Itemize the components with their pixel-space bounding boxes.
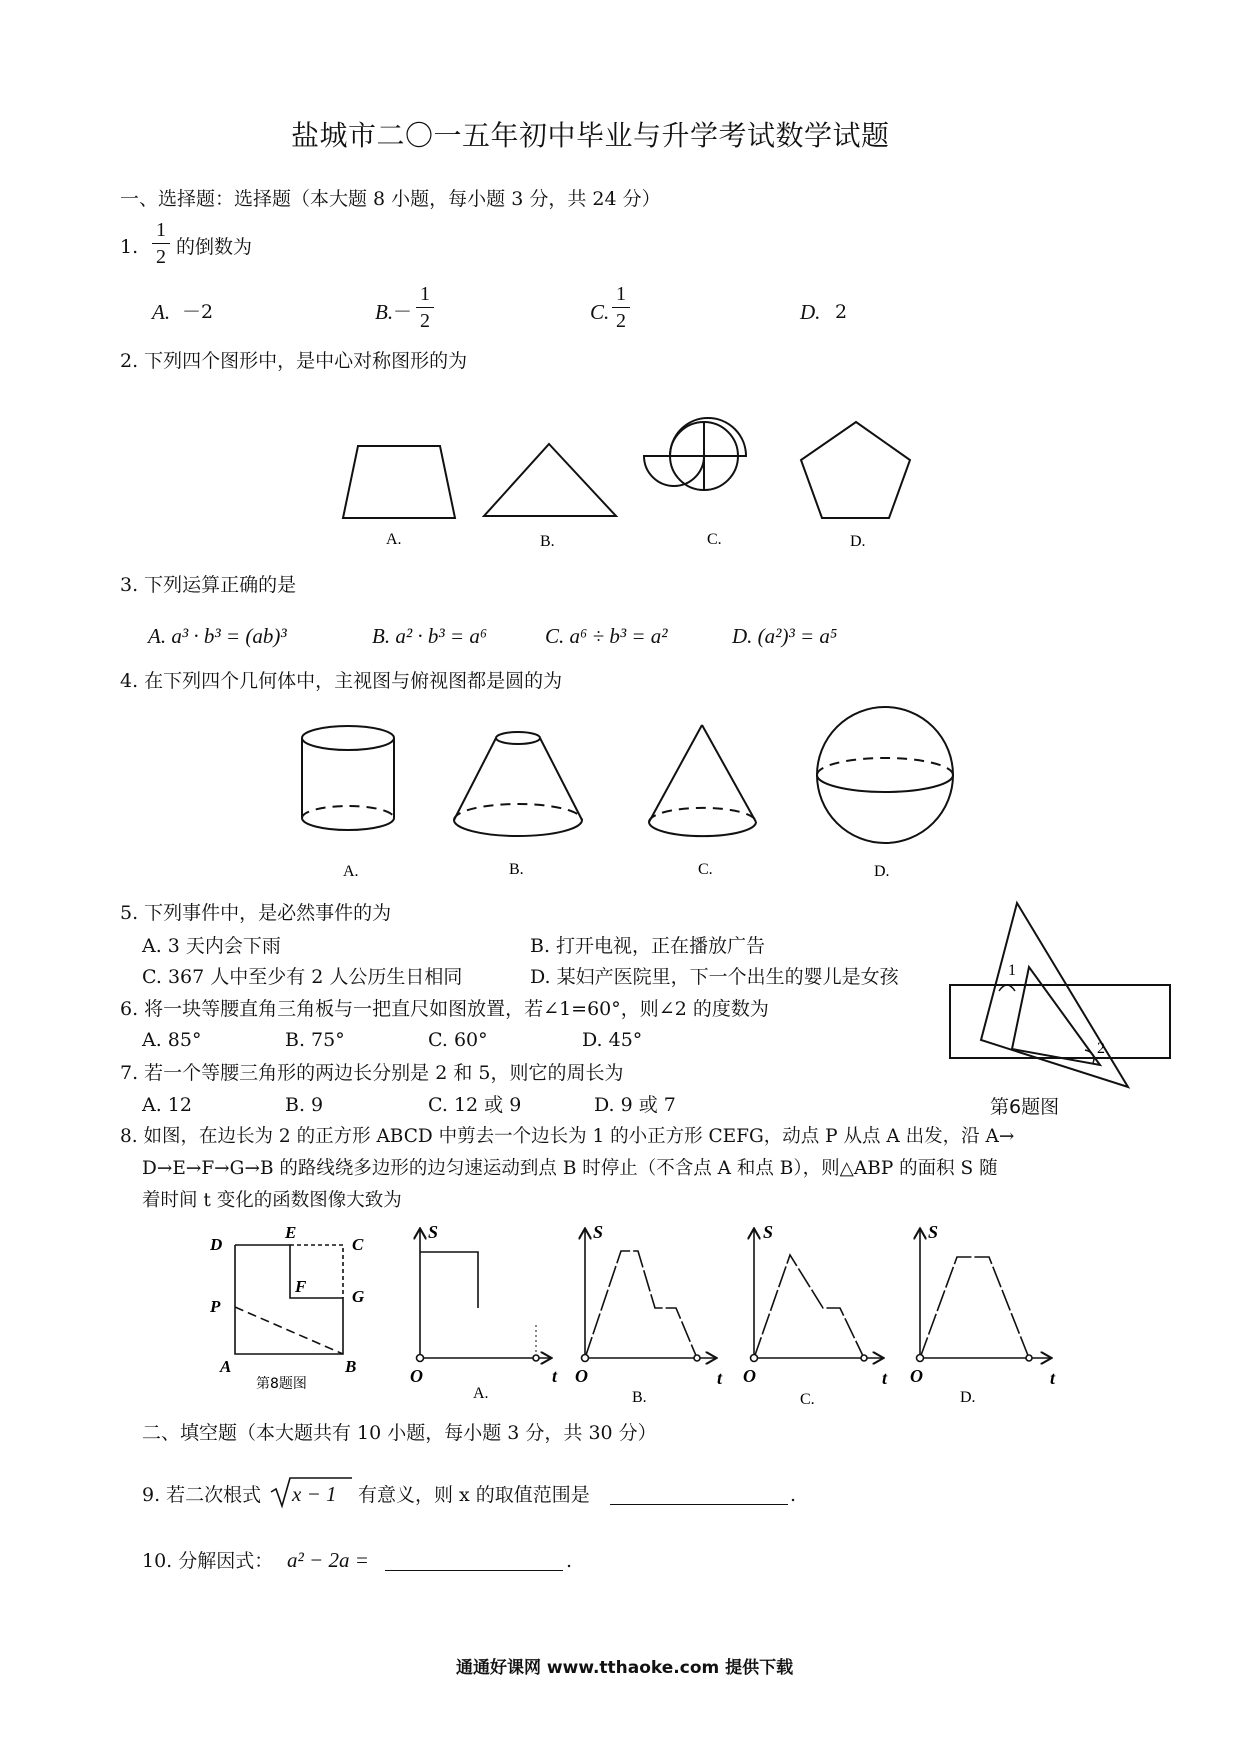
graph-c-s-label: S	[763, 1222, 774, 1242]
q5-option-d: D. 某妇产医院里，下一个出生的婴儿是女孩	[530, 966, 899, 988]
q10-answer-blank[interactable]	[385, 1570, 563, 1571]
graph-a-label: A.	[473, 1385, 489, 1402]
q3-stem: 3. 下列运算正确的是	[120, 574, 297, 596]
q1-number: 1.	[120, 236, 139, 258]
q4-label-d: D.	[874, 863, 890, 880]
q8-stem-line3: 着时间 t 变化的函数图像大致为	[142, 1190, 402, 1211]
q1-fraction-denominator: 2	[156, 246, 166, 268]
graph-d-t-label: t	[1050, 1368, 1056, 1388]
cone-figure	[649, 725, 756, 836]
q5-option-a: A. 3 天内会下雨	[142, 935, 281, 957]
q2-stem: 2. 下列四个图形中，是中心对称图形的为	[120, 350, 468, 372]
triangle-plate-outer	[981, 903, 1128, 1087]
q5-stem: 5. 下列事件中，是必然事件的为	[120, 902, 392, 924]
graph-b-t-label: t	[717, 1368, 723, 1388]
q7-option-b: B. 9	[285, 1094, 324, 1116]
point-e-label: E	[285, 1223, 297, 1242]
graph-a-s-label: S	[428, 1222, 439, 1242]
q1-option-b-denominator: 2	[420, 310, 430, 332]
q10-expression: a² − 2a =	[287, 1548, 369, 1572]
q6-option-a: A. 85°	[142, 1029, 202, 1051]
cylinder-figure	[302, 726, 394, 830]
q1-option-a-label: A.	[152, 300, 171, 324]
q4-figures	[0, 700, 1240, 880]
q7-stem: 7. 若一个等腰三角形的两边长分别是 2 和 5，则它的周长为	[120, 1062, 624, 1084]
point-p-label: P	[210, 1297, 221, 1316]
pentagon-figure	[801, 422, 910, 518]
point-c-label: C	[352, 1235, 364, 1254]
graph-d	[917, 1230, 1051, 1362]
q8-figures	[0, 1220, 1240, 1410]
graph-d-origin: O	[910, 1366, 923, 1386]
q4-label-b: B.	[509, 861, 524, 878]
section2-header: 二、填空题（本大题共有 10 小题，每小题 3 分，共 30 分）	[142, 1422, 657, 1444]
point-d-label: D	[210, 1235, 223, 1254]
q3-option-d: D. (a²)³ = a⁵	[732, 624, 838, 648]
q1-option-a: －2	[182, 301, 214, 323]
q1-option-c-label: C.	[590, 300, 610, 324]
q6-option-b: B. 75°	[285, 1029, 345, 1051]
section1-header: 一、选择题：选择题（本大题 8 小题，每小题 3 分，共 24 分）	[120, 188, 661, 210]
q1-option-d: 2	[835, 301, 848, 323]
trapezoid-figure	[343, 446, 455, 518]
q8-stem-line1: 8. 如图，在边长为 2 的正方形 ABCD 中剪去一个边长为 1 的小正方形 CEFG，动点 P 从点 A 出发，沿 A→	[120, 1126, 1015, 1147]
q7-option-d: D. 9 或 7	[594, 1094, 676, 1116]
q9-answer-blank[interactable]	[610, 1504, 788, 1505]
graph-d-label: D.	[960, 1389, 976, 1406]
point-f-label: F	[295, 1277, 307, 1296]
graph-d-s-label: S	[928, 1222, 939, 1242]
graph-b	[582, 1230, 716, 1362]
q2-label-d: D.	[850, 533, 866, 550]
q2-label-c: C.	[707, 531, 722, 548]
q3-option-c: C. a⁶ ÷ b³ = a²	[545, 624, 668, 648]
graph-a	[417, 1230, 551, 1362]
pinwheel-figure	[644, 418, 746, 490]
q7-option-c: C. 12 或 9	[428, 1094, 522, 1116]
q5-option-c: C. 367 人中至少有 2 人公历生日相同	[142, 966, 463, 988]
point-a-label: A	[220, 1357, 232, 1376]
footer-source: 通通好课网 www.tthaoke.com 提供下载	[456, 1658, 794, 1678]
graph-a-t-label: t	[552, 1366, 558, 1386]
q1-option-b-label: B.	[375, 300, 394, 324]
graph-c	[751, 1230, 883, 1362]
q6-option-d: D. 45°	[582, 1029, 643, 1051]
q10-period: .	[566, 1550, 573, 1572]
q8-square-figure	[235, 1245, 343, 1354]
triangle-figure	[484, 444, 616, 516]
q1-option-b-sign: －	[393, 301, 413, 323]
graph-a-origin: O	[410, 1366, 423, 1386]
q2-label-b: B.	[540, 533, 555, 550]
q4-label-c: C.	[698, 861, 713, 878]
q6-figure-caption: 第6题图	[990, 1096, 1060, 1118]
q5-option-b: B. 打开电视，正在播放广告	[530, 935, 766, 957]
q6-stem: 6. 将一块等腰直角三角板与一把直尺如图放置，若∠1=60°，则∠2 的度数为	[120, 998, 769, 1020]
q4-label-a: A.	[343, 863, 359, 880]
ruler-shape	[950, 985, 1170, 1058]
sphere-figure	[817, 707, 953, 843]
q1-stem: 的倒数为	[176, 236, 253, 258]
q1-fraction-numerator: 1	[156, 219, 166, 241]
graph-b-label: B.	[632, 1389, 647, 1406]
graph-b-origin: O	[575, 1366, 588, 1386]
q9-period: .	[790, 1484, 797, 1506]
q10-prefix: 10. 分解因式：	[142, 1550, 274, 1572]
angle-2-label: 2	[1097, 1040, 1105, 1057]
q1-fraction	[152, 220, 170, 267]
graph-c-t-label: t	[882, 1368, 888, 1388]
page-title: 盐城市二〇一五年初中毕业与升学考试数学试题	[291, 119, 890, 152]
angle-1-label: 1	[1008, 962, 1016, 979]
q8-figure-caption: 第8题图	[256, 1376, 307, 1392]
q1-option-c-denominator: 2	[616, 310, 626, 332]
q3-option-a: A. a³ · b³ = (ab)³	[148, 624, 287, 648]
q1-option-d-label: D.	[800, 300, 821, 324]
point-b-label: B	[345, 1357, 357, 1376]
frustum-figure	[454, 732, 582, 836]
graph-b-s-label: S	[593, 1222, 604, 1242]
q9-radicand: x − 1	[292, 1482, 337, 1506]
q2-figures	[0, 400, 1240, 550]
q1-option-b-numerator: 1	[420, 283, 430, 305]
graph-c-origin: O	[743, 1366, 756, 1386]
graph-c-label: C.	[800, 1391, 815, 1408]
q3-option-b: B. a² · b³ = a⁶	[372, 624, 488, 648]
q1-option-c-numerator: 1	[616, 283, 626, 305]
q6-option-c: C. 60°	[428, 1029, 488, 1051]
q1-option-c-fraction	[612, 284, 630, 331]
q1-option-b-fraction	[416, 284, 434, 331]
q8-stem-line2: D→E→F→G→B 的路线绕多边形的边匀速运动到点 B 时停止（不含点 A 和点 B），则△ABP 的面积 S 随	[142, 1158, 998, 1179]
point-g-label: G	[352, 1287, 365, 1306]
q6-figure	[945, 895, 1185, 1118]
q4-stem: 4. 在下列四个几何体中，主视图与俯视图都是圆的为	[120, 670, 563, 692]
q2-label-a: A.	[386, 531, 402, 548]
q9-prefix: 9. 若二次根式	[142, 1484, 262, 1506]
q7-option-a: A. 12	[142, 1094, 192, 1116]
q9-suffix: 有意义，则 x 的取值范围是	[358, 1484, 590, 1506]
